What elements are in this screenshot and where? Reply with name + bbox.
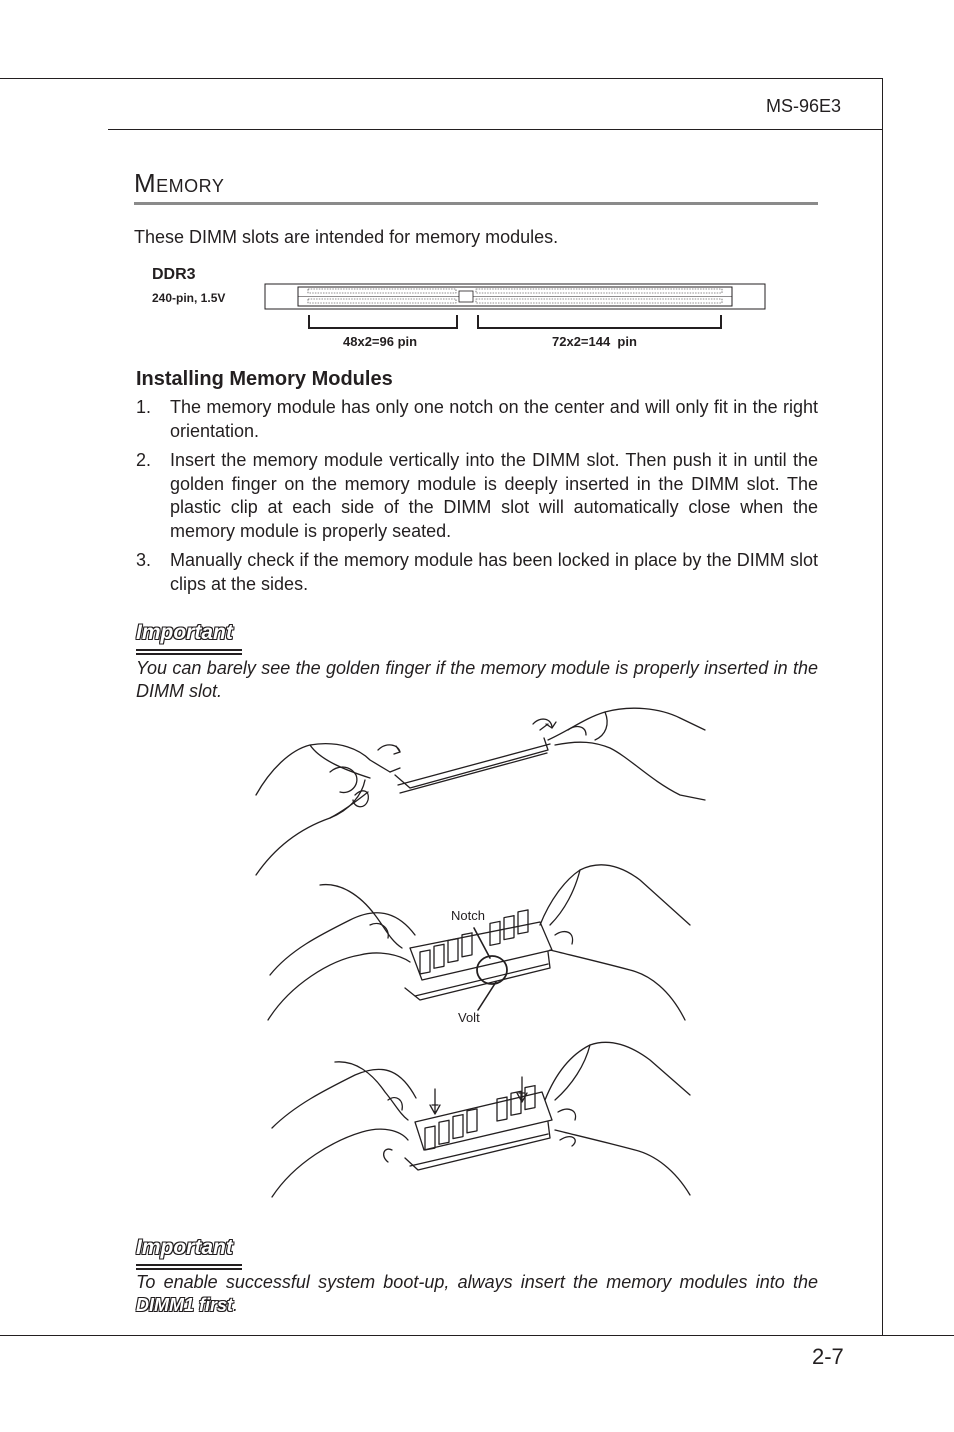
important-underline bbox=[136, 1264, 242, 1266]
left-pin-count: 48x2=96 pin bbox=[343, 334, 418, 349]
step-text: The memory module has only one notch on the center and will only fit in the right orientation. bbox=[170, 397, 818, 441]
list-item bbox=[136, 549, 818, 596]
list-item bbox=[136, 396, 818, 443]
right-pin-count: 72x2=144 pin bbox=[552, 334, 637, 349]
down-arrow-left bbox=[430, 1089, 440, 1114]
installation-illustration bbox=[250, 700, 710, 1205]
important-heading: Important bbox=[136, 1236, 233, 1259]
panel-open-clips bbox=[256, 708, 705, 875]
right-pin-bracket bbox=[478, 315, 721, 328]
left-pin-bracket bbox=[309, 315, 457, 328]
step-text: Insert the memory module vertically into the DIMM slot. Then push it in until the golden finger on the memory module is deeply inserted in the DIMM slot. The plastic clip at each side of the DIMM slot will automatically close when the memory module is properly seated. bbox=[170, 450, 818, 541]
title-underline bbox=[134, 202, 818, 205]
panel-align-module bbox=[268, 865, 690, 1020]
volt-label: Volt bbox=[458, 1010, 480, 1025]
important-note: You can barely see the golden finger if the memory module is properly inserted in the DIMM slot. bbox=[136, 658, 818, 701]
header-rule bbox=[0, 78, 883, 79]
important-underline bbox=[136, 653, 242, 655]
section-title bbox=[134, 168, 224, 199]
step-text: Manually check if the memory module has been locked in place by the DIMM slot clips at the sides. bbox=[170, 550, 818, 594]
right-border bbox=[882, 78, 883, 1336]
header-underline bbox=[108, 129, 883, 130]
intro-text: These DIMM slots are intended for memory modules. bbox=[134, 227, 559, 247]
step-number: 1. bbox=[136, 397, 152, 417]
notch-label: Notch bbox=[451, 908, 485, 923]
panel-press-module bbox=[272, 1042, 690, 1197]
boot-note-end: . bbox=[233, 1295, 239, 1315]
dimm1-emphasis: DIMM1 first bbox=[136, 1295, 234, 1315]
step-number: 2. bbox=[136, 450, 152, 470]
dimm-slot-diagram bbox=[262, 282, 768, 334]
title-initial: M bbox=[134, 168, 157, 198]
boot-note-text: To enable successful system boot-up, always insert the memory modules into the bbox=[136, 1272, 818, 1292]
page-number: 2-7 bbox=[812, 1344, 844, 1369]
important-underline bbox=[136, 649, 242, 651]
install-heading: Installing Memory Modules bbox=[136, 368, 393, 390]
title-rest: EMORY bbox=[156, 176, 225, 196]
install-steps bbox=[136, 396, 818, 602]
list-item bbox=[136, 449, 818, 543]
footer-rule bbox=[0, 1335, 954, 1336]
clip-arrow-left bbox=[384, 1149, 392, 1162]
important-heading: Important bbox=[136, 621, 233, 644]
slot-spec-label: 240-pin, 1.5V bbox=[152, 291, 226, 305]
step-number: 3. bbox=[136, 550, 152, 570]
volt-pointer bbox=[478, 982, 496, 1010]
important-note-boot bbox=[136, 1271, 818, 1317]
clip-arrow-right bbox=[560, 1137, 575, 1146]
notch-circle bbox=[477, 956, 507, 984]
slot-type-label: DDR3 bbox=[152, 266, 196, 283]
model-number: MS-96E3 bbox=[766, 96, 842, 116]
slot-key bbox=[459, 291, 473, 302]
important-underline bbox=[136, 1268, 242, 1270]
